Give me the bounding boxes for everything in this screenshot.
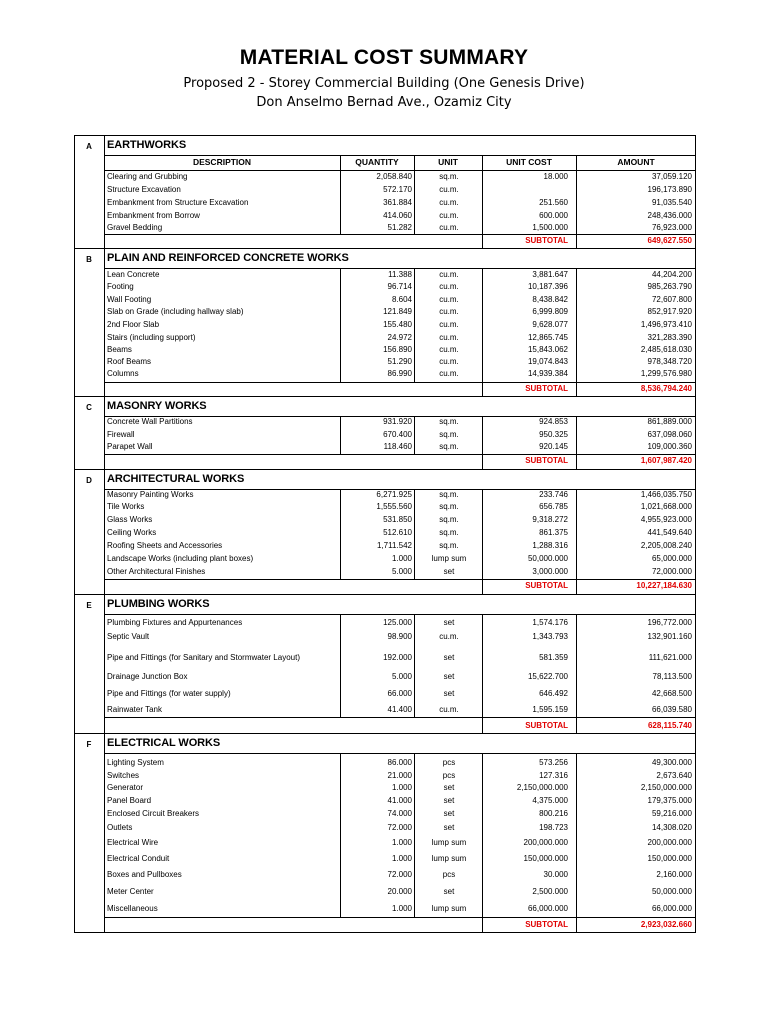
item-unit: cu.m.	[439, 211, 459, 220]
subtotal-label: SUBTOTAL	[525, 456, 568, 465]
letter-column-divider	[104, 135, 105, 248]
item-amount: 2,205,008.240	[640, 541, 692, 550]
item-description: Meter Center	[107, 887, 154, 896]
column-divider	[482, 753, 483, 917]
column-divider	[482, 717, 483, 733]
item-amount: 72,000.000	[651, 567, 692, 576]
section-title: ELECTRICAL WORKS	[107, 737, 221, 749]
column-divider	[482, 614, 483, 717]
item-quantity: 121.849	[383, 307, 412, 316]
item-quantity: 5.000	[391, 672, 412, 681]
item-amount: 132,901.160	[647, 632, 692, 641]
item-amount: 65,000.000	[651, 554, 692, 563]
item-description: Boxes and Pullboxes	[107, 870, 182, 879]
subtotal-label: SUBTOTAL	[525, 384, 568, 393]
item-unit: set	[443, 653, 455, 662]
item-unit: set	[443, 796, 455, 805]
item-amount: 1,496,973.410	[640, 320, 692, 329]
item-amount: 985,263.790	[647, 282, 692, 291]
subtotal-value: 8,536,794.240	[640, 384, 692, 393]
item-quantity: 5.000	[391, 567, 412, 576]
item-quantity: 51.282	[387, 223, 412, 232]
item-unit-cost: 14,939.384	[527, 369, 568, 378]
item-quantity: 41.400	[387, 705, 412, 714]
item-amount: 49,300.000	[651, 758, 692, 767]
subtotal-label: SUBTOTAL	[525, 920, 568, 929]
item-unit: pcs	[442, 870, 456, 879]
item-amount: 66,039.580	[651, 705, 692, 714]
item-description: Slab on Grade (including hallway slab)	[107, 307, 244, 316]
item-unit: cu.m.	[439, 198, 459, 207]
item-quantity: 155.480	[383, 320, 412, 329]
header-unit-cost: UNIT COST	[506, 157, 552, 167]
subtotal-value: 2,923,032.660	[640, 920, 692, 929]
item-amount: 179,375.000	[647, 796, 692, 805]
item-description: Embankment from Structure Excavation	[107, 198, 249, 207]
section-title-divider	[104, 268, 696, 269]
item-unit: sq.m.	[439, 541, 459, 550]
item-unit-cost: 15,843.062	[527, 345, 568, 354]
item-amount: 852,917.920	[647, 307, 692, 316]
item-unit-cost: 19,074.843	[527, 357, 568, 366]
item-unit-cost: 1,288.316	[532, 541, 568, 550]
column-divider	[340, 614, 341, 717]
item-unit: cu.m.	[439, 223, 459, 232]
section-letter: F	[86, 740, 92, 749]
item-unit-cost: 200,000.000	[523, 838, 568, 847]
item-unit: set	[443, 618, 455, 627]
item-description: Roof Beams	[107, 357, 152, 366]
item-description: Glass Works	[107, 515, 153, 524]
column-divider	[576, 614, 577, 717]
item-quantity: 192.000	[383, 653, 412, 662]
item-unit-cost: 656.785	[539, 502, 568, 511]
item-unit-cost: 3,881.647	[532, 270, 568, 279]
item-unit: cu.m.	[439, 705, 459, 714]
item-unit-cost: 1,500.000	[532, 223, 568, 232]
item-amount: 321,283.390	[647, 333, 692, 342]
section-letter: D	[86, 476, 92, 485]
item-quantity: 572.170	[383, 185, 412, 194]
item-description: Generator	[107, 783, 144, 792]
item-quantity: 20.000	[387, 887, 412, 896]
item-description: Miscellaneous	[107, 904, 158, 913]
item-description: Footing	[107, 282, 134, 291]
item-description: Embankment from Borrow	[107, 211, 200, 220]
item-unit: set	[443, 567, 455, 576]
column-divider	[482, 454, 483, 469]
item-quantity: 156.890	[383, 345, 412, 354]
item-unit: cu.m.	[439, 345, 459, 354]
item-amount: 196,772.000	[647, 618, 692, 627]
column-divider	[482, 268, 483, 382]
item-amount: 14,308.020	[651, 823, 692, 832]
item-unit: cu.m.	[439, 320, 459, 329]
item-unit-cost: 861.375	[539, 528, 568, 537]
header-row-divider	[104, 170, 696, 171]
item-quantity: 51.290	[387, 357, 412, 366]
subtotal-label: SUBTOTAL	[525, 581, 568, 590]
item-description: Drainage Junction Box	[107, 672, 188, 681]
item-amount: 76,923.000	[651, 223, 692, 232]
item-description: Rainwater Tank	[107, 705, 162, 714]
column-divider	[482, 234, 483, 248]
item-description: Septic Vault	[107, 632, 150, 641]
item-amount: 42,668.500	[651, 689, 692, 698]
item-unit-cost: 573.256	[539, 758, 568, 767]
item-amount: 109,000.360	[647, 442, 692, 451]
item-unit: set	[443, 809, 455, 818]
item-amount: 91,035.540	[651, 198, 692, 207]
item-unit: pcs	[442, 758, 456, 767]
item-description: Electrical Conduit	[107, 854, 170, 863]
item-description: Plumbing Fixtures and Appurtenances	[107, 618, 243, 627]
item-description: Firewall	[107, 430, 135, 439]
item-unit: cu.m.	[439, 632, 459, 641]
item-amount: 2,160.000	[656, 870, 692, 879]
item-unit-cost: 8,438.842	[532, 295, 568, 304]
item-unit-cost: 2,500.000	[532, 887, 568, 896]
item-description: Beams	[107, 345, 132, 354]
item-description: Columns	[107, 369, 139, 378]
item-amount: 72,607.800	[651, 295, 692, 304]
column-divider	[482, 579, 483, 594]
item-unit: cu.m.	[439, 369, 459, 378]
item-unit: sq.m.	[439, 502, 459, 511]
item-description: Ceiling Works	[107, 528, 157, 537]
item-unit: set	[443, 887, 455, 896]
item-description: Masonry Painting Works	[107, 490, 194, 499]
section-top-border	[74, 396, 696, 397]
item-amount: 196,173.890	[647, 185, 692, 194]
item-amount: 1,021,668.000	[640, 502, 692, 511]
item-unit: cu.m.	[439, 282, 459, 291]
document-subtitle-address: Don Anselmo Bernad Ave., Ozamiz City	[256, 95, 512, 110]
subtotal-divider	[104, 234, 696, 235]
section-title: ARCHITECTURAL WORKS	[107, 473, 245, 485]
item-unit-cost: 50,000.000	[527, 554, 568, 563]
column-divider	[482, 155, 483, 234]
subtotal-label: SUBTOTAL	[525, 236, 568, 245]
column-divider	[414, 489, 415, 579]
item-unit-cost: 920.145	[539, 442, 568, 451]
header-unit: UNIT	[438, 157, 458, 167]
item-unit-cost: 12,865.745	[527, 333, 568, 342]
item-unit: cu.m.	[439, 307, 459, 316]
item-description: 2nd Floor Slab	[107, 320, 160, 329]
item-quantity: 1,555.560	[376, 502, 412, 511]
subtotal-label: SUBTOTAL	[525, 721, 568, 730]
item-description: Lean Concrete	[107, 270, 160, 279]
section-title: PLUMBING WORKS	[107, 598, 210, 610]
item-description: Panel Board	[107, 796, 152, 805]
item-unit: cu.m.	[439, 185, 459, 194]
section-title: MASONRY WORKS	[107, 400, 207, 412]
item-amount: 441,549.640	[647, 528, 692, 537]
item-quantity: 21.000	[387, 771, 412, 780]
item-unit-cost: 9,318.272	[532, 515, 568, 524]
item-amount: 59,216.000	[651, 809, 692, 818]
item-unit-cost: 600.000	[539, 211, 568, 220]
section-letter: A	[86, 142, 92, 151]
document-subtitle-project: Proposed 2 - Storey Commercial Building (One Genesis Drive)	[183, 76, 585, 91]
item-quantity: 74.000	[387, 809, 412, 818]
item-description: Pipe and Fittings (for Sanitary and Stormwater Layout)	[107, 653, 300, 662]
item-amount: 66,000.000	[651, 904, 692, 913]
item-quantity: 72.000	[387, 870, 412, 879]
item-quantity: 6,271.925	[376, 490, 412, 499]
item-unit-cost: 2,150,000.000	[516, 783, 568, 792]
subtotal-divider	[104, 454, 696, 455]
item-quantity: 98.900	[387, 632, 412, 641]
header-amount: AMOUNT	[617, 157, 655, 167]
item-unit-cost: 581.359	[539, 653, 568, 662]
item-quantity: 118.460	[383, 442, 412, 451]
item-unit-cost: 646.492	[539, 689, 568, 698]
column-divider	[414, 753, 415, 917]
item-quantity: 1,711.542	[377, 541, 412, 550]
item-amount: 248,436.000	[647, 211, 692, 220]
item-description: Landscape Works (including plant boxes)	[107, 554, 254, 563]
item-amount: 1,299,576.980	[640, 369, 692, 378]
item-amount: 78,113.500	[652, 672, 692, 681]
item-amount: 2,673.640	[656, 771, 692, 780]
item-unit: sq.m.	[439, 417, 459, 426]
item-description: Stairs (including support)	[107, 333, 196, 342]
item-unit-cost: 66,000.000	[527, 904, 568, 913]
item-description: Concrete Wall Partitions	[107, 417, 193, 426]
item-unit-cost: 18.000	[543, 172, 568, 181]
item-unit-cost: 6,999.809	[532, 307, 568, 316]
section-top-border	[74, 135, 696, 136]
item-quantity: 86.990	[387, 369, 412, 378]
item-unit: cu.m.	[439, 333, 459, 342]
section-letter: B	[86, 255, 92, 264]
item-amount: 861,889.000	[647, 417, 692, 426]
item-quantity: 1.000	[391, 554, 412, 563]
item-unit-cost: 1,574.176	[532, 618, 568, 627]
item-unit: lump sum	[431, 554, 467, 563]
section-title: PLAIN AND REINFORCED CONCRETE WORKS	[107, 252, 349, 264]
item-description: Lighting System	[107, 758, 164, 767]
item-unit: cu.m.	[439, 295, 459, 304]
section-letter: E	[86, 601, 92, 610]
item-unit: lump sum	[431, 838, 467, 847]
item-unit-cost: 924.853	[539, 417, 568, 426]
column-divider	[482, 382, 483, 396]
item-unit: cu.m.	[439, 357, 459, 366]
item-quantity: 670.400	[383, 430, 412, 439]
column-divider	[414, 614, 415, 717]
subtotal-divider	[104, 579, 696, 580]
item-quantity: 125.000	[383, 618, 412, 627]
item-unit: set	[443, 823, 455, 832]
item-quantity: 1.000	[391, 904, 412, 913]
item-quantity: 41.000	[387, 796, 412, 805]
item-amount: 44,204.200	[651, 270, 692, 279]
item-amount: 2,485,618.030	[640, 345, 692, 354]
header-quantity: QUANTITY	[355, 157, 399, 167]
column-divider	[414, 268, 415, 382]
item-quantity: 414.060	[383, 211, 412, 220]
letter-column-divider	[104, 248, 105, 396]
item-unit-cost: 150,000.000	[523, 854, 568, 863]
item-amount: 637,098.060	[647, 430, 692, 439]
item-quantity: 931.920	[383, 417, 412, 426]
letter-column-divider	[104, 733, 105, 933]
item-unit-cost: 950.325	[539, 430, 568, 439]
column-divider	[414, 416, 415, 454]
item-quantity: 1.000	[391, 838, 412, 847]
item-unit: lump sum	[431, 854, 467, 863]
item-amount: 2,150,000.000	[640, 783, 692, 792]
item-unit-cost: 127.316	[539, 771, 568, 780]
letter-column-divider	[104, 396, 105, 469]
item-description: Other Architectural Finishes	[107, 567, 206, 576]
item-unit: sq.m.	[439, 515, 459, 524]
section-top-border	[74, 594, 696, 595]
subtotal-value: 628,115.740	[647, 721, 692, 730]
subtotal-divider	[104, 717, 696, 718]
item-unit: sq.m.	[439, 490, 459, 499]
subtotal-divider	[104, 917, 696, 918]
item-amount: 1,466,035.750	[640, 490, 692, 499]
item-unit: lump sum	[431, 904, 467, 913]
item-quantity: 361.884	[383, 198, 412, 207]
item-unit: sq.m.	[439, 172, 459, 181]
header-description: DESCRIPTION	[192, 157, 252, 167]
section-top-border	[74, 248, 696, 249]
item-unit: cu.m.	[439, 270, 459, 279]
item-description: Tile Works	[107, 502, 145, 511]
item-amount: 150,000.000	[647, 854, 692, 863]
item-unit-cost: 9,628.077	[532, 320, 568, 329]
subtotal-value: 10,227,184.630	[636, 581, 692, 590]
item-description: Pipe and Fittings (for water supply)	[107, 689, 231, 698]
item-description: Outlets	[107, 823, 133, 832]
item-description: Electrical Wire	[107, 838, 159, 847]
item-description: Gravel Bedding	[107, 223, 163, 232]
item-amount: 111,621.000	[648, 653, 692, 662]
column-divider	[482, 416, 483, 454]
item-unit: sq.m.	[439, 442, 459, 451]
item-amount: 200,000.000	[647, 838, 692, 847]
subtotal-divider	[104, 382, 696, 383]
item-unit: sq.m.	[439, 430, 459, 439]
item-description: Clearing and Grubbing	[107, 172, 188, 181]
item-quantity: 512.610	[383, 528, 412, 537]
item-amount: 978,348.720	[647, 357, 692, 366]
item-quantity: 96.714	[387, 282, 412, 291]
item-quantity: 1.000	[391, 783, 412, 792]
subtotal-value: 649,627.550	[647, 236, 692, 245]
item-quantity: 24.972	[387, 333, 412, 342]
item-quantity: 1.000	[391, 854, 412, 863]
item-unit-cost: 30.000	[543, 870, 568, 879]
item-unit-cost: 4,375.000	[532, 796, 568, 805]
item-quantity: 8.604	[391, 295, 412, 304]
item-unit-cost: 1,595.159	[532, 705, 568, 714]
item-unit: sq.m.	[439, 528, 459, 537]
item-unit-cost: 233.746	[539, 490, 568, 499]
document-title: MATERIAL COST SUMMARY	[239, 46, 529, 69]
item-description: Structure Excavation	[107, 185, 181, 194]
item-unit-cost: 251.560	[539, 198, 568, 207]
item-unit: set	[443, 689, 455, 698]
item-unit-cost: 15,622.700	[527, 672, 568, 681]
item-amount: 37,059.120	[651, 172, 692, 181]
item-description: Wall Footing	[107, 295, 152, 304]
section-letter: C	[86, 403, 92, 412]
item-unit: set	[443, 783, 455, 792]
column-divider	[414, 155, 415, 234]
item-unit-cost: 10,187.396	[527, 282, 568, 291]
item-description: Roofing Sheets and Accessories	[107, 541, 223, 550]
item-unit-cost: 198.723	[539, 823, 568, 832]
item-quantity: 72.000	[387, 823, 412, 832]
item-description: Switches	[107, 771, 140, 780]
section-title-divider	[104, 753, 696, 754]
subtotal-value: 1,607,987.420	[640, 456, 692, 465]
letter-column-divider	[104, 594, 105, 733]
section-title-divider	[104, 614, 696, 615]
section-title: EARTHWORKS	[107, 139, 187, 151]
item-quantity: 11.388	[388, 270, 412, 279]
item-quantity: 2,058.840	[376, 172, 412, 181]
column-divider	[482, 917, 483, 933]
item-unit-cost: 800.216	[539, 809, 568, 818]
item-unit: set	[443, 672, 455, 681]
item-amount: 50,000.000	[651, 887, 692, 896]
item-unit: pcs	[442, 771, 456, 780]
column-divider	[482, 489, 483, 579]
item-unit-cost: 1,343.793	[532, 632, 568, 641]
item-description: Parapet Wall	[107, 442, 153, 451]
section-top-border	[74, 469, 696, 470]
item-quantity: 531.850	[383, 515, 412, 524]
item-quantity: 86.000	[387, 758, 412, 767]
item-description: Enclosed Circuit Breakers	[107, 809, 200, 818]
section-top-border	[74, 733, 696, 734]
section-title-divider	[104, 155, 696, 156]
item-quantity: 66.000	[387, 689, 412, 698]
item-unit-cost: 3,000.000	[532, 567, 568, 576]
letter-column-divider	[104, 469, 105, 594]
item-amount: 4,955,923.000	[640, 515, 692, 524]
